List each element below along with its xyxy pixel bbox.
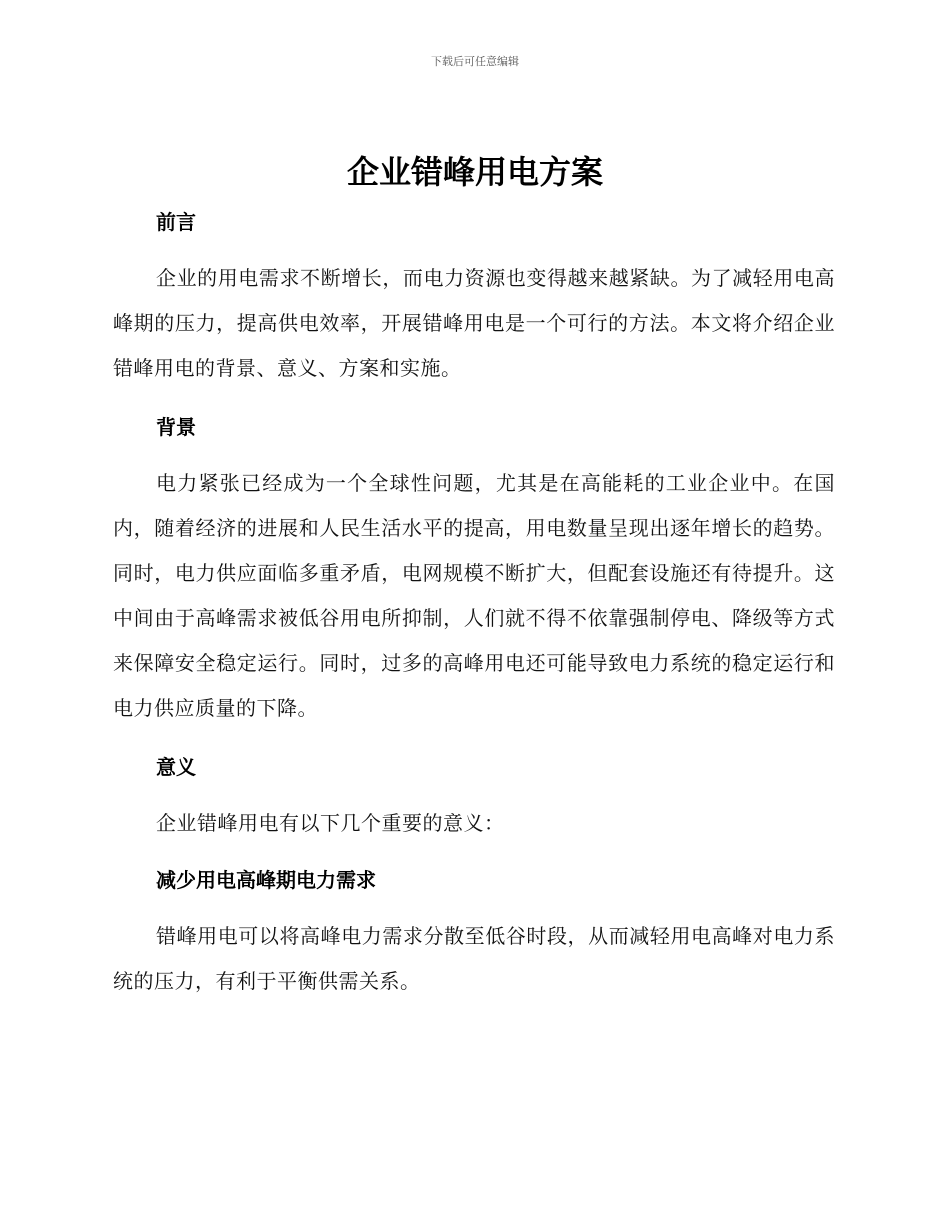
page-header: 下载后可任意编辑 bbox=[431, 55, 519, 68]
section-heading-significance: 意义 bbox=[156, 755, 196, 779]
document-body bbox=[113, 200, 835, 1004]
section-paragraph-background: 电力紧张已经成为一个全球性问题，尤其是在高能耗的工业企业中。在国内，随着经济的进展和人民生活水平的提高，用电数量呈现出逐年增长的趋势。同时，电力供应面临多重矛盾，电网规模不断扩大，但配套设施还有待提升。这中间由于高峰需求被低谷用电所抑制，人们就不得不依靠强制停电、降级等方式来保障安全稳定运行。同时，过多的高峰用电还可能导致电力系统的稳定运行和电力供应质量的下降。 bbox=[113, 471, 835, 720]
document-title: 企业错峰用电方案 bbox=[346, 153, 603, 191]
section-paragraph-preface: 企业的用电需求不断增长，而电力资源也变得越来越紧缺。为了减轻用电高峰期的压力，提高供电效率，开展错峰用电是一个可行的方法。本文将介绍企业错峰用电的背景、意义、方案和实施。 bbox=[113, 266, 835, 380]
section-heading-background: 背景 bbox=[156, 415, 196, 439]
section-heading-preface: 前言 bbox=[156, 210, 196, 234]
section-paragraph-significance: 企业错峰用电有以下几个重要的意义： bbox=[156, 811, 505, 835]
section-heading-reduce-peak-demand: 减少用电高峰期电力需求 bbox=[156, 868, 376, 892]
section-paragraph-reduce-peak-demand: 错峰用电可以将高峰电力需求分散至低谷时段，从而减轻用电高峰对电力系统的压力，有利于平衡供需关系。 bbox=[113, 924, 835, 993]
